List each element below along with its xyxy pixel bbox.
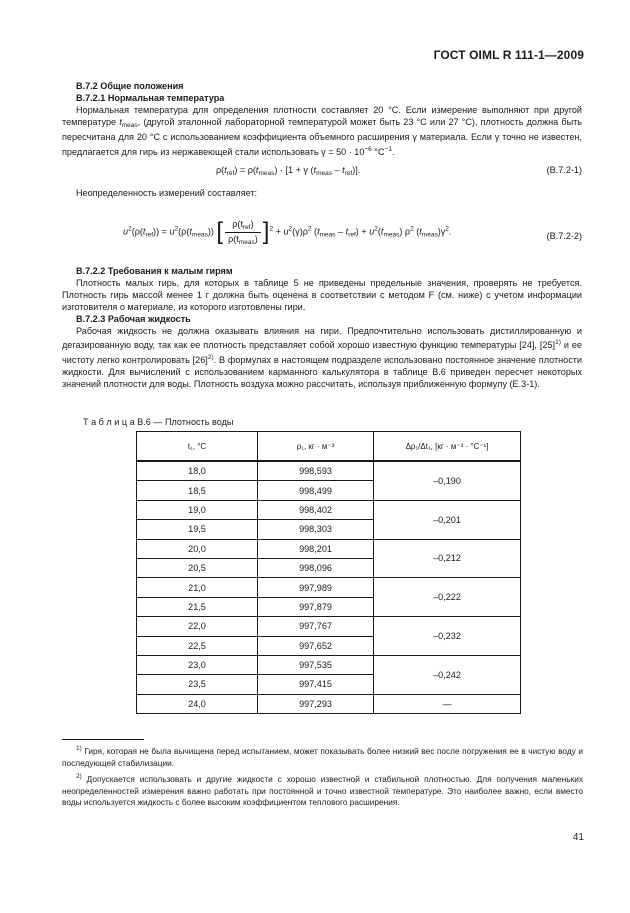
footnote-mark-2: 2) [76, 773, 82, 780]
symbol-u: u [369, 226, 375, 237]
formula-part: )) = [153, 226, 170, 237]
superscript-2: 2 [410, 225, 414, 233]
superscript-2: 2 [174, 225, 179, 233]
text-run: . [391, 146, 395, 157]
cell-temperature: 23,5 [137, 675, 258, 694]
uncertainty-paragraph [62, 188, 582, 200]
subscript-meas: meas [421, 231, 438, 239]
left-bracket: [ [216, 218, 224, 245]
superscript-2: 2 [374, 225, 378, 233]
paragraph-normal-temperature [62, 105, 582, 159]
table-row [137, 578, 521, 597]
section-title-b723: В.7.2.3 Рабочая жидкость [76, 313, 191, 324]
symbol-t: t [419, 226, 422, 237]
subscript-meas: meas [319, 231, 336, 239]
cell-density: 997,879 [258, 597, 374, 616]
fraction-numerator: $\rho(t_{ref})$ [225, 219, 261, 233]
cell-temperature: 22,0 [137, 617, 258, 636]
footnote-1 [62, 743, 583, 769]
subscript-ref: ref [344, 170, 353, 177]
header-temperature: t₁, °С [137, 432, 258, 462]
formula-part: ) [355, 226, 359, 237]
formula-part: )) [207, 226, 214, 237]
cell-temperature: 19,0 [137, 500, 258, 519]
footnote-mark-1: 1) [76, 745, 82, 752]
formula-part: (γ)ρ [292, 226, 308, 237]
footnote-text: Допускается использовать и другие жидкости с хорошо известной и стабильной плотностью. Для получения маленьких неопределенностей измерения важно работать при постоянной и точно известной температуре. Это наиболее важно, если вместо воды используется жидкость с более высоким коэффициентом теплового расширения. [62, 774, 583, 808]
standard-code-header: ГОСТ OIML R 111-1—2009 [433, 48, 584, 62]
cell-density: 997,293 [258, 694, 374, 713]
uncertainty-text: Неопределенность измерений составляет: [76, 188, 258, 198]
subscript-meas: meas [191, 231, 208, 239]
section-b721 [62, 81, 582, 158]
cell-gradient: –0,242 [374, 655, 521, 694]
table-row [137, 694, 521, 713]
table-row [137, 500, 521, 519]
footnote-2 [62, 771, 583, 809]
table-row [137, 655, 521, 674]
subscript-meas: meas [238, 238, 255, 246]
cell-temperature: 22,5 [137, 636, 258, 655]
section-b722-b723 [62, 266, 582, 391]
cell-temperature: 21,5 [137, 597, 258, 616]
cell-temperature: 18,5 [137, 481, 258, 500]
cell-gradient: –0,190 [374, 461, 521, 500]
cell-density: 998,499 [258, 481, 374, 500]
symbol-u: u [169, 226, 175, 237]
fraction-denominator: $\rho(t_{meas})$ [228, 233, 258, 246]
formula-part: ( [413, 226, 420, 237]
table-row [137, 539, 521, 558]
text-run: Рабочая жидкость не должна оказывать влияния на гири. Предпочтительно использовать дистиллированную и дегазированную воду, так как ее плотность представляет собой хорошо известную функцию температуры [24], [25] [62, 325, 582, 351]
superscript-2: 2 [269, 225, 274, 233]
cell-density: 998,201 [258, 539, 374, 558]
cell-temperature: 18,0 [137, 461, 258, 481]
cell-density: 997,535 [258, 655, 374, 674]
subscript-ref: ref [242, 223, 251, 231]
header-density: ρ₁, кг · м⁻³ [258, 432, 374, 462]
table-row [137, 617, 521, 636]
formula-part: ρ(t [232, 218, 243, 229]
cell-temperature: 24,0 [137, 694, 258, 713]
formula-part: (ρ( [131, 226, 143, 237]
symbol-t: t [317, 226, 320, 237]
cell-density: 997,767 [258, 617, 374, 636]
table-caption: Т а б л и ц а В.6 — Плотность воды [83, 417, 234, 427]
formula-part: ) = ρ( [234, 165, 256, 175]
formula-part: ρ(t [228, 233, 239, 244]
cell-density: 998,303 [258, 520, 374, 539]
formula-b721-2: $u^2(\rho(t_{ref})) = u^2(\rho(t_{meas}))$ [ $\frac{\rho(t_{ref})}{\rho(t_{meas})}$ ]$^2 + u^2(\gamma)\rho^2$ $(t_{meas} - t_{ref}) + u^2(t_{meas})$ $\rho^2$ $(t_{meas})\gamma^2$. [123, 218, 452, 246]
text-run: °С [371, 146, 385, 157]
footnote-ref-1[interactable]: 1) [555, 339, 561, 347]
formula-b721-1 [216, 165, 360, 177]
symbol-u: u [283, 226, 289, 237]
section-title-b72: В.7.2 Общие положения [76, 81, 184, 91]
section-title-b722: В.7.2.2 Требования к малым гирям [76, 266, 233, 276]
symbol-t: t [345, 226, 349, 237]
subscript-ref: ref [145, 231, 154, 239]
symbol-t: t [119, 116, 122, 127]
footnote-ref-2[interactable]: 2) [207, 354, 214, 362]
right-bracket: ] [262, 218, 270, 245]
text-run: Нормальная температура для определения плотности составляет 20 °С. Если измерение выполняют при другой температуре [62, 104, 582, 127]
superscript-2: 2 [288, 225, 293, 233]
formula-part: + [358, 226, 370, 237]
cell-density: 997,989 [258, 578, 374, 597]
symbol-t: t [255, 165, 259, 175]
formula-part: (ρ( [178, 226, 190, 237]
text-run: , (другой эталонной лабораторной температурой может быть 23 °С или 27 °С), плотность должна быть пересчитана для 20 °С с использованием коэффициента объемного расширения γ материала. Если γ точно не известен, предлагается для гирь из нержавеющей стали использовать γ = 50 · 10 [62, 116, 583, 157]
footnote-text: Гиря, которая не была вычищена перед испытанием, может показывать более низкий вес после погружения ее в чистую воду и последующей стабилизации. [62, 746, 583, 768]
paragraph-working-liquid [62, 326, 582, 392]
superscript-exp: −6 [364, 145, 372, 153]
symbol-t: t [313, 165, 317, 175]
subscript-meas: meas [316, 170, 332, 177]
cell-gradient: –0,212 [374, 539, 521, 578]
subscript-ref: ref [348, 231, 356, 239]
cell-gradient: –0,201 [374, 500, 521, 539]
paragraph-small-weights: Плотность малых гирь, для которых в таблице 5 не приведены предельные значения, проверять не требуется. Плотность гирь массой менее 1 г должна быть оценена в соответствии с методом F (см. ниже) с учетом информации изготовителя о материале, из которого изготовлены гири. [62, 277, 582, 312]
cell-temperature: 20,5 [137, 558, 258, 577]
subscript-meas: meas [383, 231, 400, 239]
cell-density: 998,593 [258, 461, 374, 481]
cell-density: 997,415 [258, 675, 374, 694]
subscript-meas: meas [258, 170, 275, 177]
superscript-exp: −1 [384, 145, 392, 153]
symbol-u: u [123, 226, 129, 237]
formula-part: – [335, 226, 346, 237]
density-ratio-fraction [225, 219, 261, 246]
formula-part: )γ [437, 226, 446, 237]
superscript-2: 2 [307, 225, 312, 233]
symbol-t: t [142, 226, 146, 237]
footnote-divider [62, 739, 144, 740]
formula-part: )]. [352, 165, 361, 175]
subscript-meas: meas [121, 121, 138, 129]
cell-temperature: 21,0 [137, 578, 258, 597]
formula-part: . [448, 226, 452, 237]
cell-temperature: 20,0 [137, 539, 258, 558]
formula-part: ρ( [216, 165, 225, 175]
formula-part: + [273, 226, 284, 237]
cell-density: 998,402 [258, 500, 374, 519]
table-header-row [137, 432, 521, 462]
formula-part: ) · [1 + γ ( [274, 165, 314, 175]
symbol-t: t [380, 226, 384, 237]
subscript-ref: ref [226, 170, 235, 177]
formula-part: ) ρ [399, 226, 411, 237]
symbol-t: t [224, 165, 227, 175]
formula-part: – [331, 165, 343, 175]
cell-gradient: — [374, 694, 521, 713]
text-run: и ее чистоту легко контролировать [26] [62, 340, 582, 366]
cell-temperature: 19,5 [137, 520, 258, 539]
cell-gradient: –0,232 [374, 617, 521, 656]
cell-density: 997,652 [258, 636, 374, 655]
equation-number-2: (В.7.2-2) [546, 231, 582, 241]
water-density-table [136, 431, 521, 714]
section-title-b721: В.7.2.1 Нормальная температура [76, 92, 225, 103]
superscript-2: 2 [128, 225, 132, 233]
equation-number-1: (В.7.2-1) [546, 165, 582, 175]
text-run: . В формулах в настоящем подразделе использовано постоянное значение плотности жидкости. Для вычислений с использованием карманного калькулятора в таблице В.6 приведен пересчет некоторых значений плотности для воды. Плотность воздуха можно рассчитать, используя приближенную формулу (Е.3-1). [62, 355, 582, 390]
formula-part: ( [311, 226, 318, 237]
cell-temperature: 23,0 [137, 655, 258, 674]
table-row [137, 461, 521, 481]
symbol-t: t [189, 226, 192, 237]
symbol-t: t [342, 165, 345, 175]
page-number: 41 [572, 832, 584, 843]
header-gradient: Δρ₁/Δt₁, [кг · м⁻³ · °С⁻¹] [374, 432, 521, 462]
superscript-2: 2 [445, 225, 449, 233]
cell-gradient: –0,222 [374, 578, 521, 617]
cell-density: 998,096 [258, 558, 374, 577]
